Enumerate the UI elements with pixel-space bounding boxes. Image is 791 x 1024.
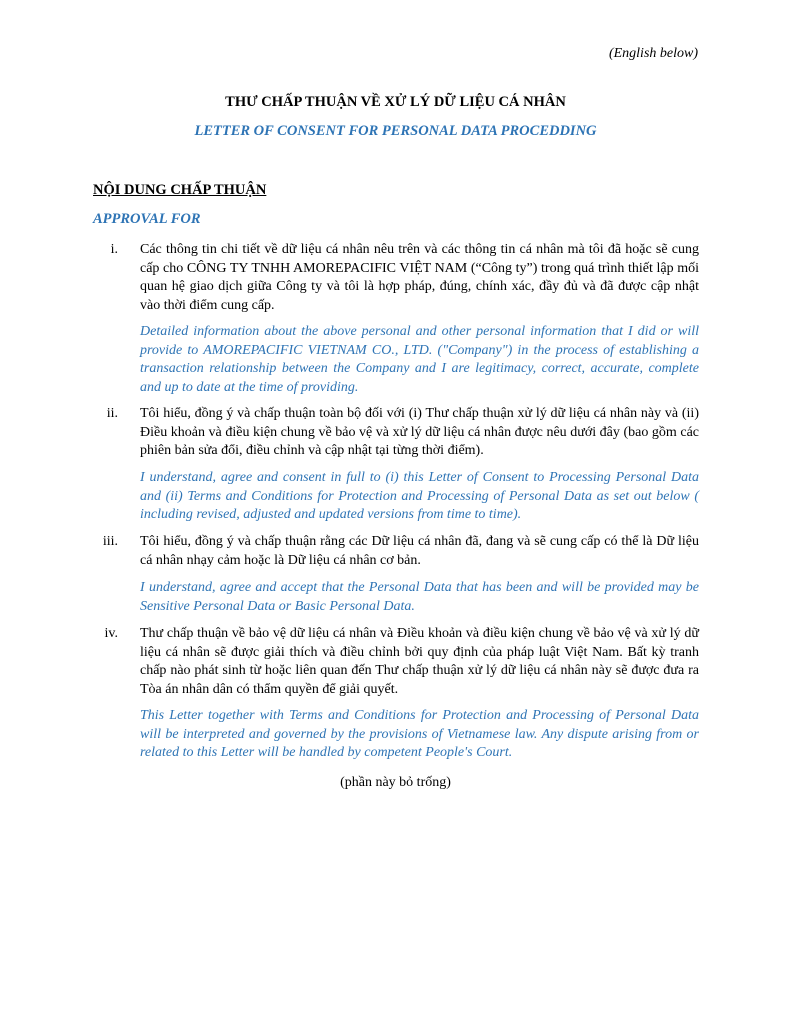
item-text-vietnamese: Thư chấp thuận về bảo vệ dữ liệu cá nhân và Điều khoản và điều kiện chung về bảo vệ và xử lý dữ liệu cá nhân sẽ được giải thích và điều chỉnh bởi quy định của pháp luật Việt Nam. Bất kỳ tranh chấp nào phát sinh từ hoặc liên quan đến Thư chấp thuận xử lý dữ liệu cá nhân này sẽ được đưa ra Tòa án nhân dân có thẩm quyền để giải quyết.: [140, 626, 699, 697]
item-text-english: I understand, agree and consent in full to (i) this Letter of Consent to Processing Personal Data and (ii) Terms and Conditions for Protection and Processing of Personal Data as set out below ( including revised, adjusted and updated versions from time to time).: [140, 470, 699, 522]
section-heading-vietnamese: NỘI DUNG CHẤP THUẬN: [93, 182, 267, 198]
title-english: LETTER OF CONSENT FOR PERSONAL DATA PROCEDDING: [194, 123, 597, 139]
english-below-note: (English below): [608, 46, 698, 61]
item-number: iv.: [104, 626, 118, 641]
item-text-english: I understand, agree and accept that the Personal Data that has been and will be provided may be Sensitive Personal Data or Basic Personal Data.: [140, 580, 699, 614]
item-text-vietnamese: Tôi hiểu, đồng ý và chấp thuận rằng các Dữ liệu cá nhân đã, đang và sẽ cung cấp có thể là Dữ liệu cá nhân nhạy cảm hoặc là Dữ liệu cá nhân cơ bản.: [140, 534, 699, 568]
item-number: ii.: [106, 406, 118, 421]
blank-section-note: (phần này bỏ trống): [340, 775, 451, 790]
item-text-english: This Letter together with Terms and Conditions for Protection and Processing of Personal Data will be interpreted and governed by the provisions of Vietnamese law. Any dispute arising from or related to this Letter will be handled by competent People's Court.: [140, 708, 699, 760]
item-number: iii.: [102, 534, 118, 549]
item-text-vietnamese: Tôi hiểu, đồng ý và chấp thuận toàn bộ đối với (i) Thư chấp thuận xử lý dữ liệu cá nhân này và (ii) Điều khoản và điều kiện chung về bảo vệ và xử lý dữ liệu cá nhân được nêu dưới đây (bao gồm các phiên bản sửa đổi, điều chỉnh và cập nhật tại từng thời điểm).: [140, 406, 699, 458]
title-vietnamese: THƯ CHẤP THUẬN VỀ XỬ LÝ DỮ LIỆU CÁ NHÂN: [225, 94, 566, 110]
section-heading-english: APPROVAL FOR: [93, 211, 201, 227]
item-number: i.: [110, 242, 118, 257]
item-text-english: Detailed information about the above personal and other personal information that I did or will provide to AMOREPACIFIC VIETNAM CO., LTD. ("Company") in the process of establishing a transaction relationship between the Company and I are legitimacy, correct, accurate, complete and up to date at the time of providing.: [140, 324, 699, 395]
item-text-vietnamese: Các thông tin chi tiết về dữ liệu cá nhân nêu trên và các thông tin cá nhân mà tôi đã hoặc sẽ cung cấp cho CÔNG TY TNHH AMOREPACIFIC VIỆT NAM (“Công ty”) trong quá trình thiết lập mối quan hệ giao dịch giữa Công ty và tôi là hợp pháp, đúng, chính xác, đầy đủ và đã được cập nhật vào thời điểm cung cấp.: [140, 242, 699, 313]
